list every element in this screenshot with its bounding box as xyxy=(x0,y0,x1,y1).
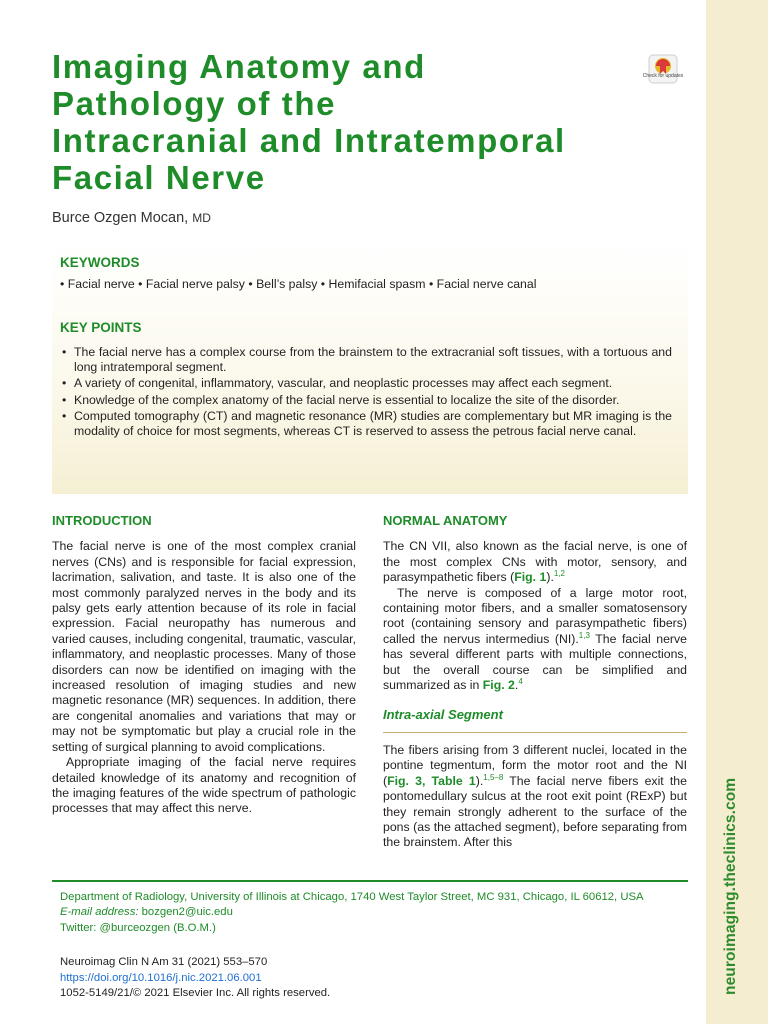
title-line: Facial Nerve xyxy=(52,159,266,196)
affiliation-block xyxy=(60,890,690,936)
introduction-heading: INTRODUCTION xyxy=(52,513,152,528)
citation-superscript[interactable]: 1,3 xyxy=(578,630,590,640)
affiliation-twitter[interactable]: Twitter: @burceozgen (B.O.M.) xyxy=(60,921,216,934)
normal-anatomy-paragraph xyxy=(383,539,687,585)
author-name: Burce Ozgen Mocan, xyxy=(52,210,189,226)
journal-citation: Neuroimag Clin N Am 31 (2021) 553–570 xyxy=(60,956,268,968)
text-run: The facial nerve has several different parts with multiple connections, but the overall course can be simplified and summarized as in xyxy=(383,631,688,693)
citation-superscript[interactable]: 1,2 xyxy=(553,569,565,579)
email-link[interactable]: bozgen2@uic.edu xyxy=(141,906,233,919)
title-line: Imaging Anatomy and xyxy=(52,48,426,85)
side-strip xyxy=(706,0,768,1024)
text-run: The nerve is composed of a large motor root, containing motor fibers, and a smaller somatosensory root (containing sensory and parasympathetic fibers) called the nervus intermedius (NI). xyxy=(383,585,687,646)
figure-link[interactable]: Fig. 3 xyxy=(387,773,422,788)
text-run: ). xyxy=(546,570,554,585)
table-link[interactable]: Table 1 xyxy=(431,773,476,788)
email-label: E-mail address: xyxy=(60,906,139,919)
key-point-item: • Knowledge of the complex anatomy of the facial nerve is essential to localize the site of the disorder. xyxy=(60,393,672,408)
introduction-paragraph: The facial nerve is one of the most complex cranial nerves (CNs) and is responsible for facial expression, lacrimation, salivation, and taste. It is also one of the most commonly paralyzed nerves in the body and its palsy gets early attention because of its role in facial expression. Facial neuropathy has numerous and varied causes, including congenital, traumatic, vascular, inflammatory, and neoplastic processes. Many of those disorders can now be identified on imaging with the increased resolution of imaging studies and new magnetic resonance (MR) sequences. In addition, there are congenital anomalies and variations that may or may not be symptomatic but play a crucial role in the setting of surgical planning to avoid complications. xyxy=(52,539,356,754)
doi-link[interactable]: https://doi.org/10.1016/j.nic.2021.06.001 xyxy=(60,971,262,984)
key-points-heading: KEY POINTS xyxy=(60,320,142,335)
key-points-list xyxy=(60,345,672,440)
subheading-divider xyxy=(383,732,687,733)
key-point-item: • A variety of congenital, inflammatory, vascular, and neoplastic processes may affect each segment. xyxy=(60,376,672,391)
key-point-item: • Computed tomography (CT) and magnetic resonance (MR) studies are complementary but MR imaging is the modality of choice for most segments, whereas CT is reserved to assess the petrous facial nerve canal. xyxy=(60,409,672,439)
text-run: , xyxy=(421,773,432,788)
right-column xyxy=(383,513,687,851)
normal-anatomy-heading: NORMAL ANATOMY xyxy=(383,513,508,528)
author-degree: MD xyxy=(192,211,211,225)
author-line xyxy=(52,210,211,226)
figure-link[interactable]: Fig. 1 xyxy=(514,570,547,585)
footer-divider xyxy=(52,880,688,882)
journal-site-url[interactable]: neuroimaging.theclinics.com xyxy=(722,777,739,995)
text-run: ). xyxy=(475,773,484,788)
citation-block xyxy=(60,955,330,1002)
intra-axial-heading: Intra-axial Segment xyxy=(383,707,503,723)
keywords-list: • Facial nerve • Facial nerve palsy • Bell’s palsy • Hemifacial spasm • Facial nerve canal xyxy=(60,277,537,291)
check-for-updates-icon[interactable] xyxy=(648,54,678,84)
check-for-updates-label: Check for updates xyxy=(642,73,684,79)
introduction-paragraph: Appropriate imaging of the facial nerve requires detailed knowledge of its anatomy and recognition of the imaging features of the wide spectrum of pathologic processes that may affect this nerve. xyxy=(52,755,356,816)
citation-superscript[interactable]: 1,5–8 xyxy=(483,772,504,782)
keywords-heading: KEYWORDS xyxy=(60,255,140,270)
title-line: Pathology of the xyxy=(52,85,337,122)
citation-superscript[interactable]: 4 xyxy=(518,676,523,686)
affiliation-email-line xyxy=(60,905,690,920)
key-point-item: • The facial nerve has a complex course from the brainstem to the extracranial soft tissues, with a tortuous and long intratemporal segment. xyxy=(60,345,672,375)
figure-link[interactable]: Fig. 2 xyxy=(482,678,515,693)
article-title xyxy=(52,48,692,196)
text-run: The facial nerve fibers exit the pontomedullary sulcus at the root exit point (RExP) but they remain strongly adherent to the surface of the pons (as the attached segment), before separating from the brainstem. After this xyxy=(383,773,687,850)
summary-box xyxy=(52,242,688,494)
affiliation-department: Department of Radiology, University of Illinois at Chicago, 1740 West Taylor Street, MC 931, Chicago, IL 60612, USA xyxy=(60,891,644,903)
intra-axial-paragraph xyxy=(383,743,687,851)
left-column xyxy=(52,513,356,817)
text-run: . xyxy=(514,678,519,693)
text-run: The CN VII, also known as the facial nerve, is one of the most complex CNs with motor, sensory, and parasympathetic fibers ( xyxy=(383,539,687,585)
normal-anatomy-paragraph xyxy=(383,586,687,694)
title-line: Intracranial and Intratemporal xyxy=(52,122,566,159)
copyright-line: 1052-5149/21/© 2021 Elsevier Inc. All rights reserved. xyxy=(60,987,331,999)
text-run: The fibers arising from 3 different nuclei, located in the pontine tegmentum, form the motor root and the NI ( xyxy=(383,742,687,788)
